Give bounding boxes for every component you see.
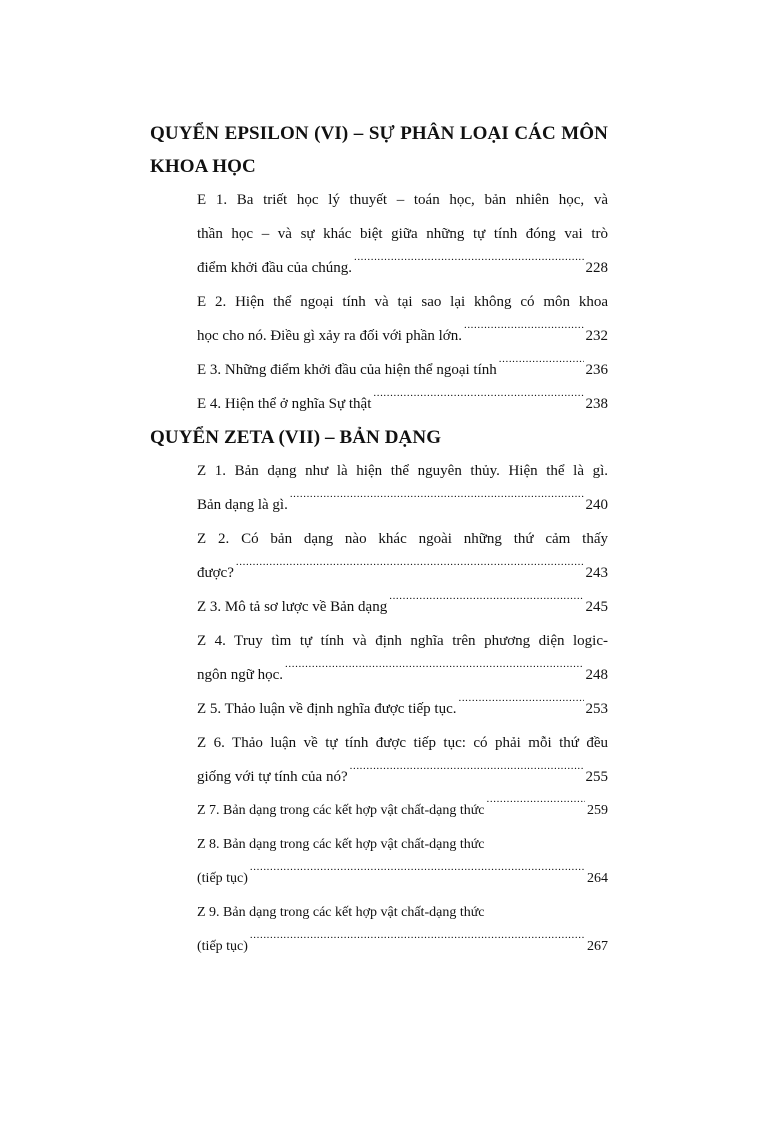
toc-entry-text: Z 5. Thảo luận về định nghĩa được tiếp tục. <box>197 701 457 717</box>
toc-entry-e4[interactable] <box>197 387 608 421</box>
page-number: 248 <box>585 667 608 683</box>
page-number: 236 <box>585 362 608 378</box>
toc-entry-e1[interactable] <box>197 183 608 285</box>
section-title-line-1: QUYỂN ZETA (VII) – BẢN DẠNG <box>150 427 442 448</box>
toc-entry-text: Z 4. Truy tìm tự tính và định nghĩa trên phương diện logic- <box>197 633 608 649</box>
toc-entry-text: Z 8. Bản dạng trong các kết hợp vật chất-dạng thức <box>197 837 485 852</box>
toc-entry-text: Bản dạng là gì. <box>197 497 288 513</box>
toc-section-epsilon <box>150 117 608 421</box>
toc-entry-z4[interactable] <box>197 624 608 692</box>
toc-entry-text: E 2. Hiện thể ngoại tính và tại sao lại không có môn khoa <box>197 294 608 310</box>
page-number: 264 <box>587 871 608 886</box>
toc-entry-text: E 3. Những điểm khởi đầu của hiện thể ngoại tính <box>197 362 497 378</box>
toc-entry-text: (tiếp tục) <box>197 871 248 886</box>
toc-entry-text: điểm khởi đầu của chúng. <box>197 260 352 276</box>
toc-entry-text: thần học – và sự khác biệt giữa những tự tính đóng vai trò <box>197 226 608 242</box>
toc-entry-z9[interactable] <box>197 896 608 964</box>
page-number: 228 <box>585 260 608 276</box>
toc-entry-text: ngôn ngữ học. <box>197 667 284 683</box>
toc-entry-z3[interactable] <box>197 590 608 624</box>
toc-entry-text: E 4. Hiện thể ở nghĩa Sự thật <box>197 396 372 412</box>
page-number: 232 <box>585 328 608 344</box>
page-number: 240 <box>585 497 608 513</box>
section-title-line-1: QUYỂN EPSILON (VI) – SỰ PHÂN LOẠI CÁC MÔN <box>150 123 608 144</box>
leader-dots <box>285 664 583 679</box>
toc-entry-e2[interactable] <box>197 285 608 353</box>
page-number: 238 <box>585 396 608 412</box>
page-number: 245 <box>585 599 608 615</box>
section-title-line-2: KHOA HỌC <box>150 156 256 177</box>
leader-dots <box>250 868 585 882</box>
table-of-contents <box>150 117 608 964</box>
page-number: 243 <box>585 565 608 581</box>
leader-dots <box>236 562 584 577</box>
page-number: 259 <box>587 803 608 818</box>
toc-entry-z7[interactable] <box>197 794 608 828</box>
toc-entry-text: Z 7. Bản dạng trong các kết hợp vật chất-dạng thức <box>197 803 485 818</box>
toc-entry-z1[interactable] <box>197 454 608 522</box>
leader-dots <box>464 325 584 340</box>
leader-dots <box>290 494 584 509</box>
leader-dots <box>389 596 583 611</box>
toc-entries <box>150 454 608 964</box>
page-number: 267 <box>587 939 608 954</box>
toc-entry-text: Z 9. Bản dạng trong các kết hợp vật chất-dạng thức <box>197 905 485 920</box>
page-number: 255 <box>585 769 608 785</box>
toc-entry-text: được? <box>197 565 234 581</box>
toc-entry-text: Z 6. Thảo luận về tự tính được tiếp tục: có phải mỗi thứ đều <box>197 735 608 751</box>
toc-entry-z8[interactable] <box>197 828 608 896</box>
toc-entry-text: giống với tự tính của nó? <box>197 769 348 785</box>
leader-dots <box>487 800 585 814</box>
toc-entry-text: học cho nó. Điều gì xảy ra đối với phần lớn. <box>197 328 462 344</box>
leader-dots <box>350 766 584 781</box>
leader-dots <box>458 698 583 713</box>
toc-entry-z5[interactable] <box>197 692 608 726</box>
toc-entry-z2[interactable] <box>197 522 608 590</box>
toc-entry-text: (tiếp tục) <box>197 939 248 954</box>
toc-entry-text: Z 3. Mô tả sơ lược về Bản dạng <box>197 599 388 615</box>
toc-entry-e3[interactable] <box>197 353 608 387</box>
toc-entry-z6[interactable] <box>197 726 608 794</box>
page-number: 253 <box>585 701 608 717</box>
leader-dots <box>499 359 584 374</box>
toc-entry-text: Z 2. Có bản dạng nào khác ngoài những thứ cảm thấy <box>197 531 608 547</box>
toc-section-zeta <box>150 421 608 964</box>
toc-entries <box>150 183 608 421</box>
leader-dots <box>250 936 585 950</box>
leader-dots <box>373 393 583 408</box>
toc-entry-text: E 1. Ba triết học lý thuyết – toán học, bản nhiên học, và <box>197 192 608 208</box>
toc-entry-text: Z 1. Bản dạng như là hiện thể nguyên thủy. Hiện thể là gì. <box>197 463 608 479</box>
leader-dots <box>354 257 584 272</box>
